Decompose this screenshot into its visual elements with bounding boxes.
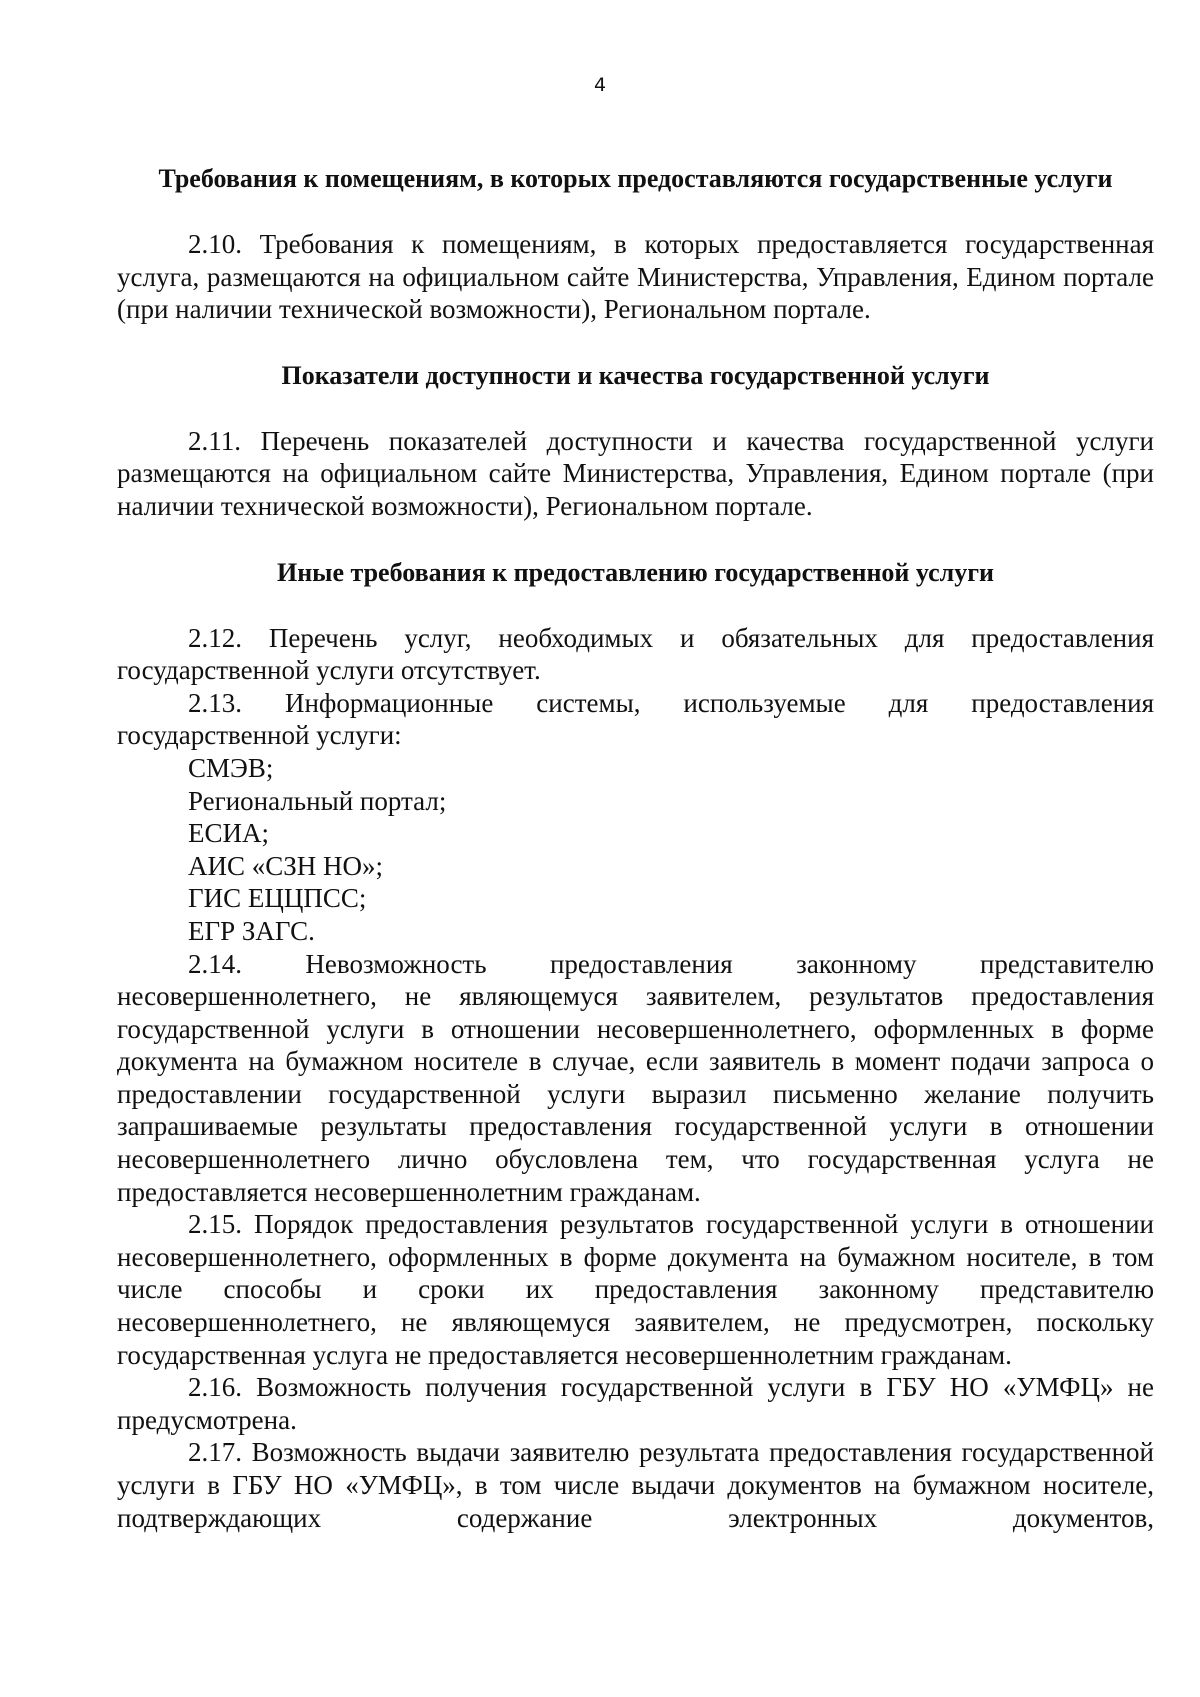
list-item-system: ЕСИА;	[188, 818, 269, 849]
paragraph-2-10: 2.10. Требования к помещениям, в которых предоставляется государственная услуга, размещаются на официальном сайте Министерства, Управления, Едином портале (при наличии технической возможности), Региональном портале.	[117, 229, 1154, 325]
section-heading-other-requirements: Иные требования к предоставлению государственной услуги	[276, 557, 995, 587]
paragraph-2-14: 2.14. Невозможность предоставления законному представителю несовершеннолетнего, не являющемуся заявителем, результатов предоставления государственной услуги в отношении несовершеннолетнего, оформленных в форме документа на бумажном носителе в случае, если заявитель в момент подачи запроса о предоставлении государственной услуги выразил письменно желание получить запрашиваемые результаты предоставления государственной услуги в отношении несовершеннолетнего лично обусловлена тем, что государственная услуга не предоставляется несовершеннолетним гражданам.	[117, 948, 1154, 1207]
paragraph-2-11: 2.11. Перечень показателей доступности и качества государственной услуги размещаются на официальном сайте Министерства, Управления, Едином портале (при наличии технической возможности), Региональном портале.	[117, 425, 1154, 521]
list-item-system: ГИС ЕЦЦПСС;	[188, 883, 367, 914]
page-number: 4	[593, 74, 607, 96]
document-body	[117, 162, 1154, 1534]
list-item-system: Региональный портал;	[188, 785, 447, 816]
paragraph-2-13-line1: 2.13. Информационные системы, используемые для предоставления	[188, 687, 1154, 718]
list-item-system: ЕГР ЗАГС.	[188, 915, 315, 946]
list-item-system: СМЭВ;	[188, 752, 274, 783]
section-heading-quality: Показатели доступности и качества государственной услуги	[281, 360, 990, 390]
paragraph-2-13-line2: государственной услуги:	[117, 720, 402, 751]
list-item-system: АИС «СЗН НО»;	[188, 850, 384, 881]
paragraph-2-12: 2.12. Перечень услуг, необходимых и обязательных для предоставления государственной услуги отсутствует.	[117, 622, 1154, 686]
paragraph-2-16: 2.16. Возможность получения государственной услуги в ГБУ НО «УМФЦ» не предусмотрена.	[117, 1372, 1154, 1435]
section-heading-premises: Требования к помещениям, в которых предоставляются государственные услуги	[158, 164, 1113, 193]
paragraph-2-15: 2.15. Порядок предоставления результатов государственной услуги в отношении несовершеннолетнего, оформленных в форме документа на бумажном носителе, в том числе способы и сроки их предоставления законному представителю несовершеннолетнего, не являющемуся заявителем, не предусмотрен, поскольку государственная услуга не предоставляется несовершеннолетним гражданам.	[117, 1209, 1154, 1370]
paragraph-2-17: 2.17. Возможность выдачи заявителю результата предоставления государственной услуги в ГБУ НО «УМФЦ», в том числе выдачи документов на бумажном носителе, подтверждающих содержание электронных документов,	[117, 1437, 1154, 1533]
